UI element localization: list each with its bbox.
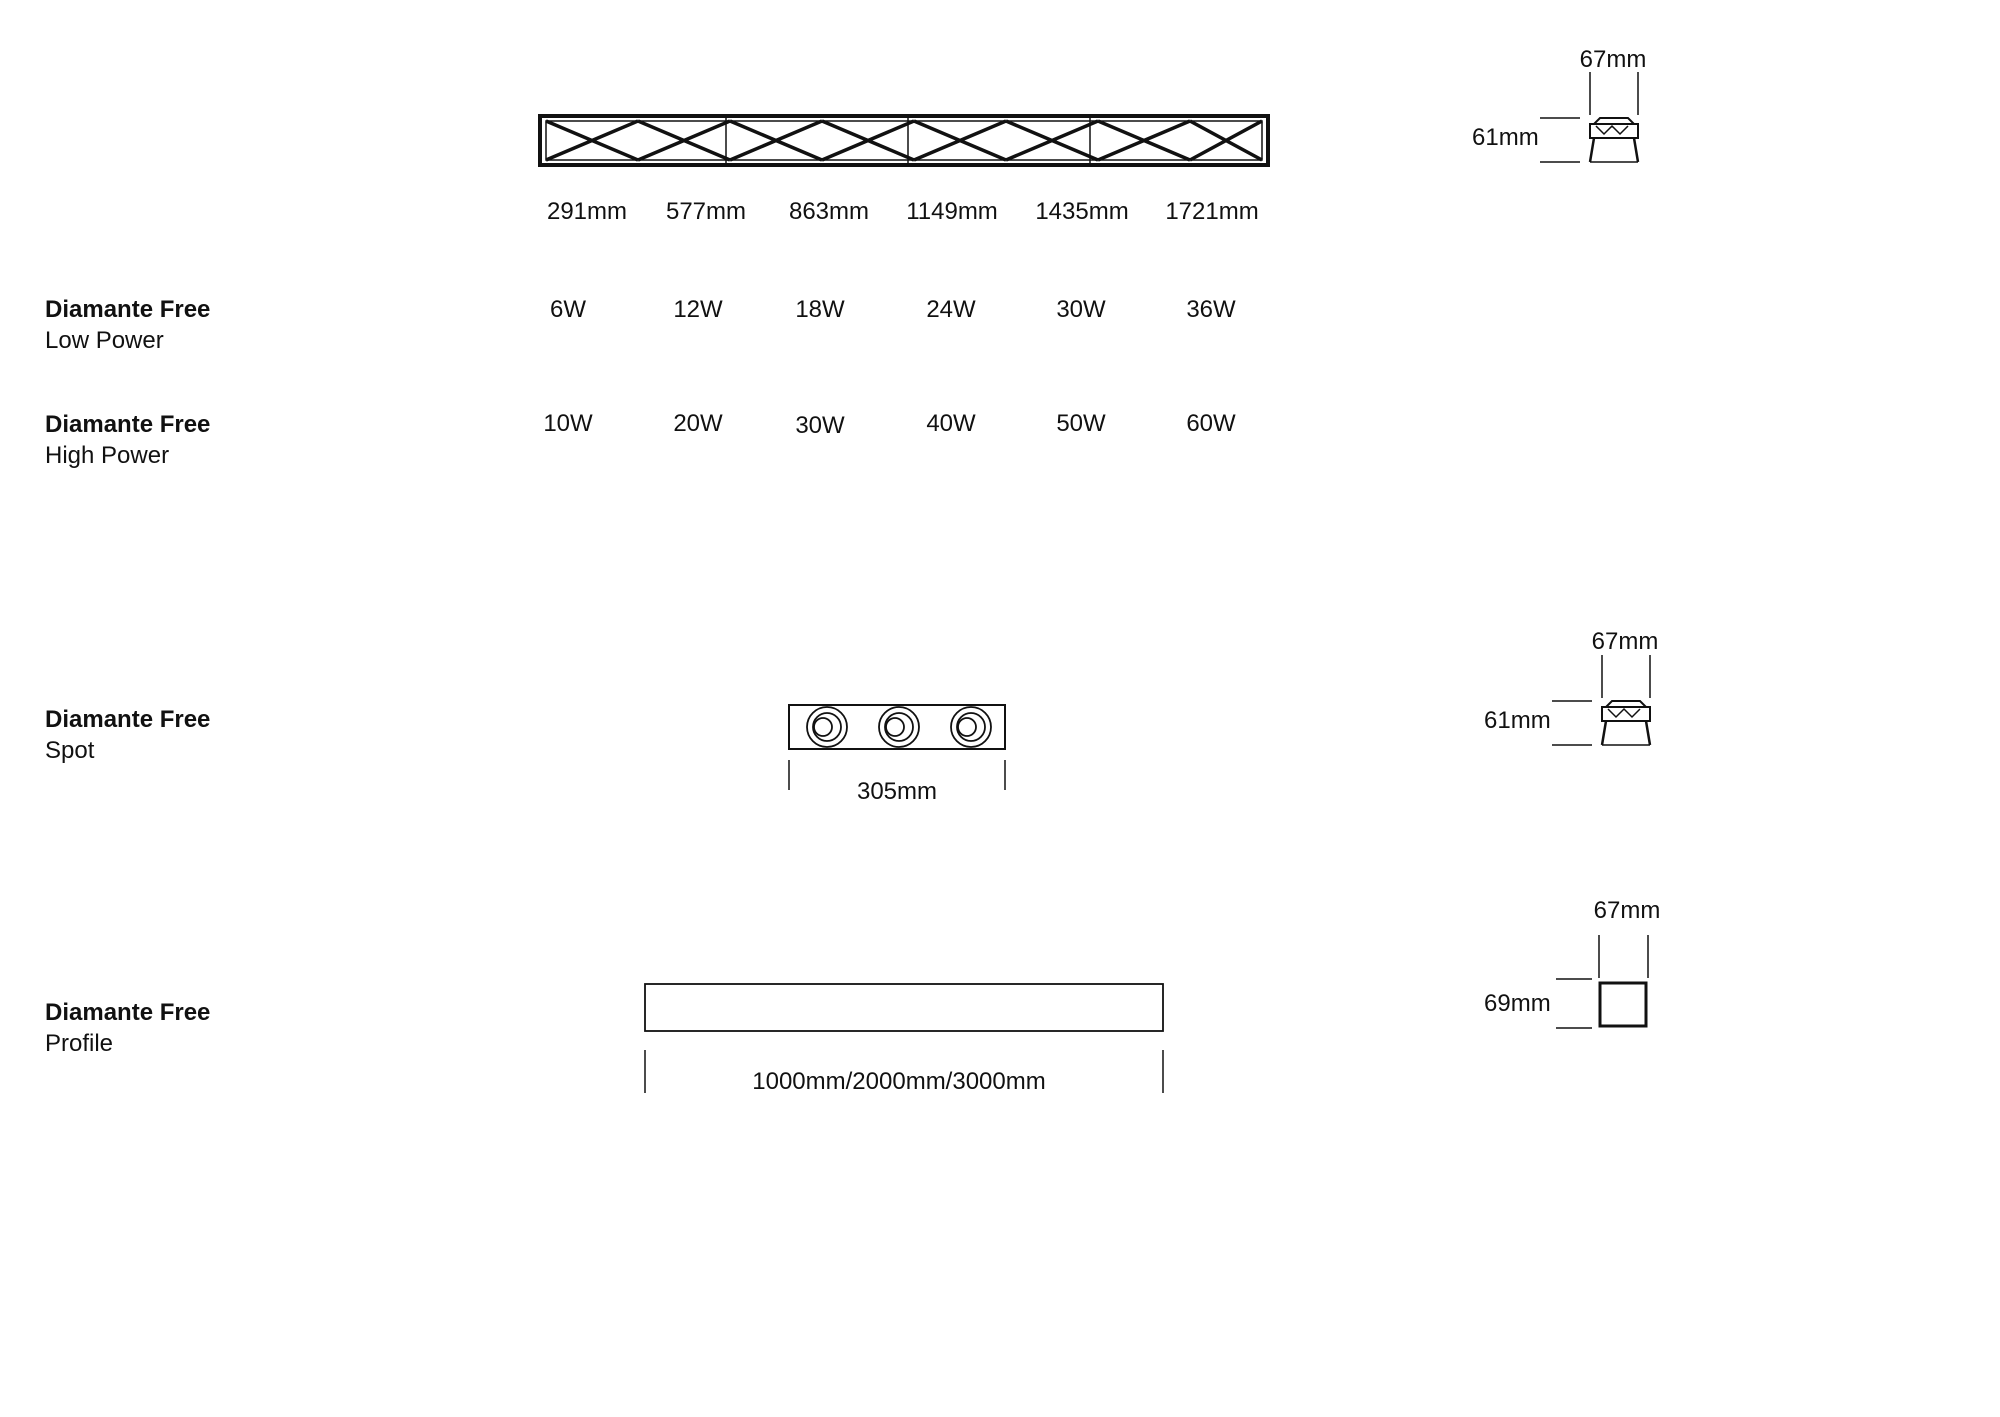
length-label-291: 291mm [546, 198, 628, 225]
low-power-watt: 36W [1186, 296, 1236, 323]
high-power-variant: High Power [45, 442, 170, 469]
high-power-product-name: Diamante Free [45, 411, 211, 438]
spot-section-height: 61mm [1484, 707, 1551, 734]
length-label-577: 577mm [665, 198, 747, 225]
profile-section-width: 67mm [1593, 897, 1661, 924]
low-power-watt: 12W [673, 296, 723, 323]
linear-fixture-drawing [540, 116, 1268, 165]
spot-length-label: 305mm [856, 778, 938, 805]
profile-section-drawing [1556, 935, 1648, 1028]
length-label-1721: 1721mm [1165, 198, 1259, 225]
spot-product-name: Diamante Free [45, 706, 211, 733]
length-label-1435: 1435mm [1035, 198, 1129, 225]
spot-section-width: 67mm [1591, 628, 1659, 655]
profile-variant: Profile [45, 1030, 114, 1057]
profile-product-name: Diamante Free [45, 999, 211, 1026]
high-power-watt: 60W [1186, 410, 1236, 437]
high-power-watt: 30W [795, 412, 845, 439]
low-power-product-name: Diamante Free [45, 296, 211, 323]
linear-section-height: 61mm [1472, 124, 1539, 151]
low-power-watt: 24W [926, 296, 976, 323]
spot-section-drawing [1552, 655, 1650, 745]
high-power-watt: 10W [543, 410, 593, 437]
profile-length-label: 1000mm/2000mm/3000mm [752, 1068, 1046, 1095]
high-power-watt: 20W [673, 410, 723, 437]
high-power-watt: 50W [1056, 410, 1106, 437]
spot-variant: Spot [45, 737, 95, 764]
low-power-variant: Low Power [45, 327, 164, 354]
linear-section-width: 67mm [1579, 46, 1647, 73]
high-power-watt: 40W [926, 410, 976, 437]
profile-section-height: 69mm [1484, 990, 1551, 1017]
low-power-watt: 30W [1056, 296, 1106, 323]
low-power-watt: 6W [550, 296, 586, 323]
linear-section-drawing [1540, 72, 1638, 162]
length-label-1149: 1149mm [906, 198, 998, 225]
low-power-watt: 18W [795, 296, 845, 323]
length-label-863: 863mm [788, 198, 870, 225]
